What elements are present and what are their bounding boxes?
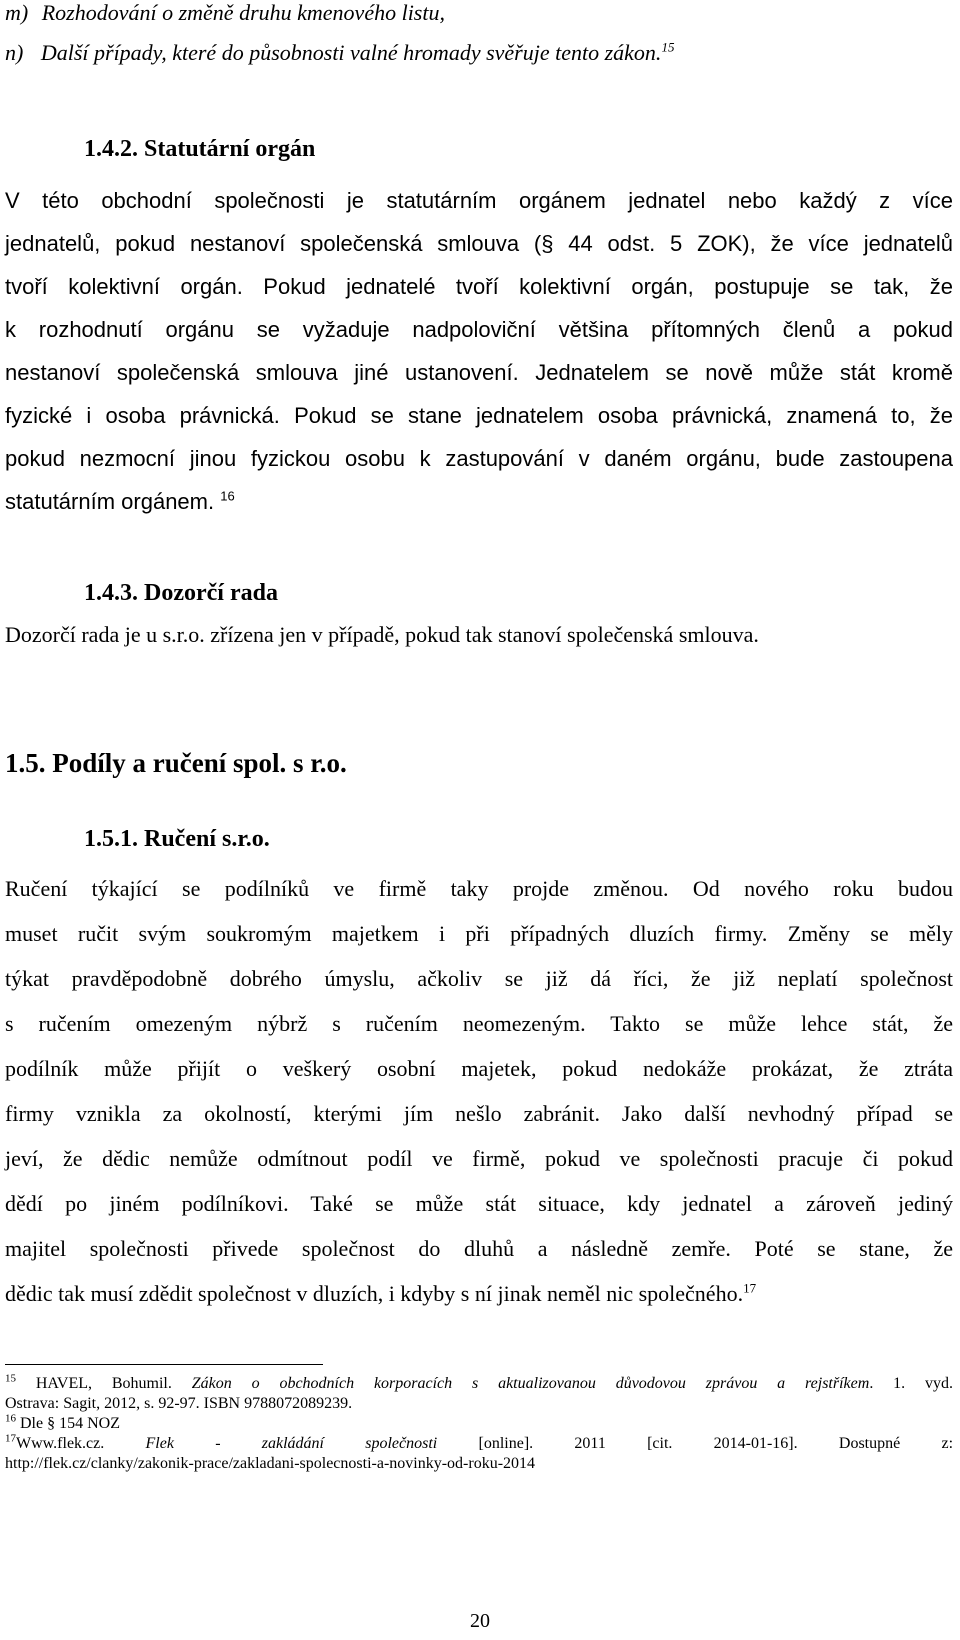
paragraph: [5, 866, 953, 1316]
list-item: [5, 40, 953, 66]
footnote-text: . 1. vyd.: [869, 1375, 954, 1392]
footnote-number: 17: [5, 1432, 16, 1445]
footnote-text: Www.flek.cz.: [16, 1435, 105, 1452]
footnote-ref: 17: [743, 1280, 757, 1296]
paragraph-line: majitel společnosti přivede společnost do dluhů a následně zemře. Poté se stane, že: [5, 1236, 953, 1261]
paragraph-line: podílník může přijít o veškerý osobní majetek, pokud nedokáže prokázat, že ztráta: [5, 1056, 953, 1081]
footnote-number: 16: [5, 1412, 16, 1425]
paragraph-line: k rozhodnutí orgánu se vyžaduje nadpoloviční většina přítomných členů a pokud: [5, 317, 953, 342]
footnote-ref: 15: [661, 39, 675, 55]
footnote-title: Zákon o obchodních korporacích s aktualizovanou důvodovou zprávou a rejstříkem: [191, 1375, 870, 1392]
footnote-separator: [5, 1364, 323, 1365]
footnote-number: 15: [5, 1372, 16, 1385]
paragraph-line: muset ručit svým soukromým majetkem i při případných dluzích firmy. Změny se měly: [5, 921, 953, 946]
list-marker: m): [5, 0, 29, 25]
paragraph-line: firmy vznikla za okolností, kterými jím nešlo zabránit. Jako další nevhodný případ se: [5, 1101, 953, 1126]
paragraph-line: V této obchodní společnosti je statutárním orgánem jednatel nebo každý z více: [5, 188, 953, 213]
paragraph-line: statutárním orgánem.: [5, 489, 215, 514]
footnote-title: Flek - zakládání společnosti: [145, 1435, 438, 1452]
page-number: 20: [470, 1610, 490, 1632]
footnote-author: HAVEL, Bohumil.: [35, 1375, 172, 1392]
section-heading: 1.4.2. Statutární orgán: [84, 136, 316, 162]
list-item: [5, 0, 953, 26]
paragraph-line: nestanoví společenská smlouva jiné ustanovení. Jednatelem se nově může stát kromě: [5, 360, 953, 385]
paragraph-line: pokud nezmocní jinou fyzickou osobu k zastupování v daném orgánu, bude zastoupena: [5, 446, 953, 471]
footnote-url[interactable]: http://flek.cz/clanky/zakonik-prace/zakladani-spolecnosti-a-novinky-od-roku-2014: [5, 1455, 536, 1472]
section-heading: 1.5.1. Ručení s.r.o.: [84, 826, 270, 852]
paragraph-line: jednatelů, pokud nestanoví společenská smlouva (§ 44 odst. 5 ZOK), že více jednatelů: [5, 231, 953, 256]
paragraph-line: dědí po jiném podílníkovi. Také se může stát situace, kdy jednatel a zároveň jediný: [5, 1191, 953, 1216]
footnote: [5, 1414, 953, 1434]
paragraph-line: s ručením omezeným nýbrž s ručením neomezeným. Takto se může lehce stát, že: [5, 1011, 953, 1036]
list-marker: n): [5, 40, 24, 65]
paragraph-line: Ručení týkající se podílníků ve firmě taky projde změnou. Od nového roku budou: [5, 876, 953, 901]
paragraph-line: fyzické i osoba právnická. Pokud se stane jednatelem osoba právnická, znamená to, že: [5, 403, 953, 428]
footnote: [5, 1434, 953, 1474]
footnote-ref: 16: [220, 488, 235, 504]
paragraph-line: týkat pravděpodobně dobrého úmyslu, ačkoliv se již dá říci, že již neplatí společnost: [5, 966, 953, 991]
paragraph: [5, 179, 953, 523]
paragraph-line: jeví, že dědic nemůže odmítnout podíl ve firmě, pokud ve společnosti pracuje či pokud: [5, 1146, 953, 1171]
section-heading: 1.4.3. Dozorčí rada: [84, 580, 278, 606]
paragraph-line: dědic tak musí zdědit společnost v dluzích, i kdyby s ní jinak neměl nic společného.: [5, 1281, 744, 1306]
footnote-text: Dle § 154 NOZ: [20, 1415, 120, 1432]
footnote-text: Ostrava: Sagit, 2012, s. 92-97. ISBN 9788072089239.: [5, 1395, 353, 1412]
paragraph-line: tvoří kolektivní orgán. Pokud jednatelé tvoří kolektivní orgán, postupuje se tak, že: [5, 274, 953, 299]
list-item-text: Další případy, které do působnosti valné hromady svěřuje tento zákon.: [40, 40, 662, 65]
footnote: [5, 1374, 953, 1414]
list-item-text: Rozhodování o změně druhu kmenového listu,: [41, 0, 445, 25]
footnote-text: [online]. 2011 [cit. 2014-01-16]. Dostupné z:: [478, 1435, 954, 1452]
chapter-heading: 1.5. Podíly a ručení spol. s r.o.: [5, 748, 347, 778]
paragraph: Dozorčí rada je u s.r.o. zřízena jen v případě, pokud tak stanoví společenská smlouva.: [5, 622, 759, 647]
